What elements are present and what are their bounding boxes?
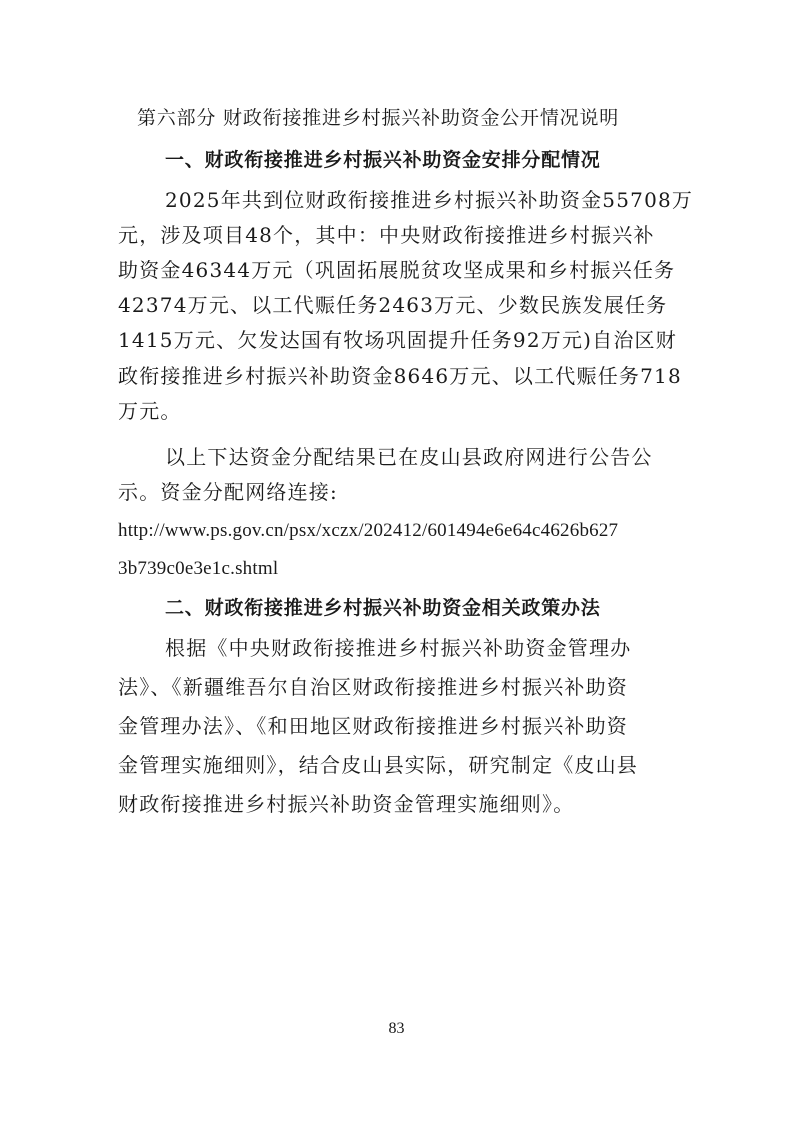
section-2-paragraph-line: 法》、《新疆维吾尔自治区财政衔接推进乡村振兴补助资: [118, 675, 628, 699]
page-number: 83: [388, 1020, 405, 1037]
section-2-paragraph-line: 金管理办法》、《和田地区财政衔接推进乡村振兴补助资: [118, 714, 628, 738]
section-1-paragraph-1-line: 万元。: [118, 399, 182, 423]
section-1-paragraph-2-line: 以上下达资金分配结果已在皮山县政府网进行公告公: [165, 445, 653, 469]
document-title: 第六部分 财政衔接推进乡村振兴补助资金公开情况说明: [137, 107, 620, 129]
section-2-paragraph-line: 财政衔接推进乡村振兴补助资金管理实施细则》。: [118, 792, 575, 816]
section-2-heading: 二、财政衔接推进乡村振兴补助资金相关政策办法: [165, 597, 601, 619]
section-1-heading: 一、财政衔接推进乡村振兴补助资金安排分配情况: [165, 149, 601, 171]
section-1-paragraph-1-line: 政衔接推进乡村振兴补助资金8646万元、以工代赈任务718: [118, 364, 682, 388]
allocation-url-link[interactable]: 3b739c0e3e1c.shtml: [118, 558, 279, 579]
section-1-paragraph-1-line: 1415万元、欠发达国有牧场巩固提升任务92万元)自治区财: [118, 328, 677, 352]
section-2-paragraph-line: 根据《中央财政衔接推进乡村振兴补助资金管理办: [165, 636, 632, 660]
section-1-paragraph-1-line: 42374万元、以工代赈任务2463万元、少数民族发展任务: [118, 293, 668, 317]
section-1-paragraph-2-line: 示。资金分配网络连接:: [118, 480, 338, 504]
section-1-paragraph-1-line: 助资金46344万元（巩固拓展脱贫攻坚成果和乡村振兴任务: [118, 258, 676, 282]
section-2-paragraph-line: 金管理实施细则》，结合皮山县实际，研究制定《皮山县: [118, 753, 638, 777]
allocation-url-link[interactable]: http://www.ps.gov.cn/psx/xczx/202412/601494e6e64c4626b627: [118, 520, 619, 541]
section-1-paragraph-1-line: 元，涉及项目48个，其中：中央财政衔接推进乡村振兴补: [118, 223, 655, 247]
section-1-paragraph-1-line: 2025年共到位财政衔接推进乡村振兴补助资金55708万: [165, 188, 694, 212]
